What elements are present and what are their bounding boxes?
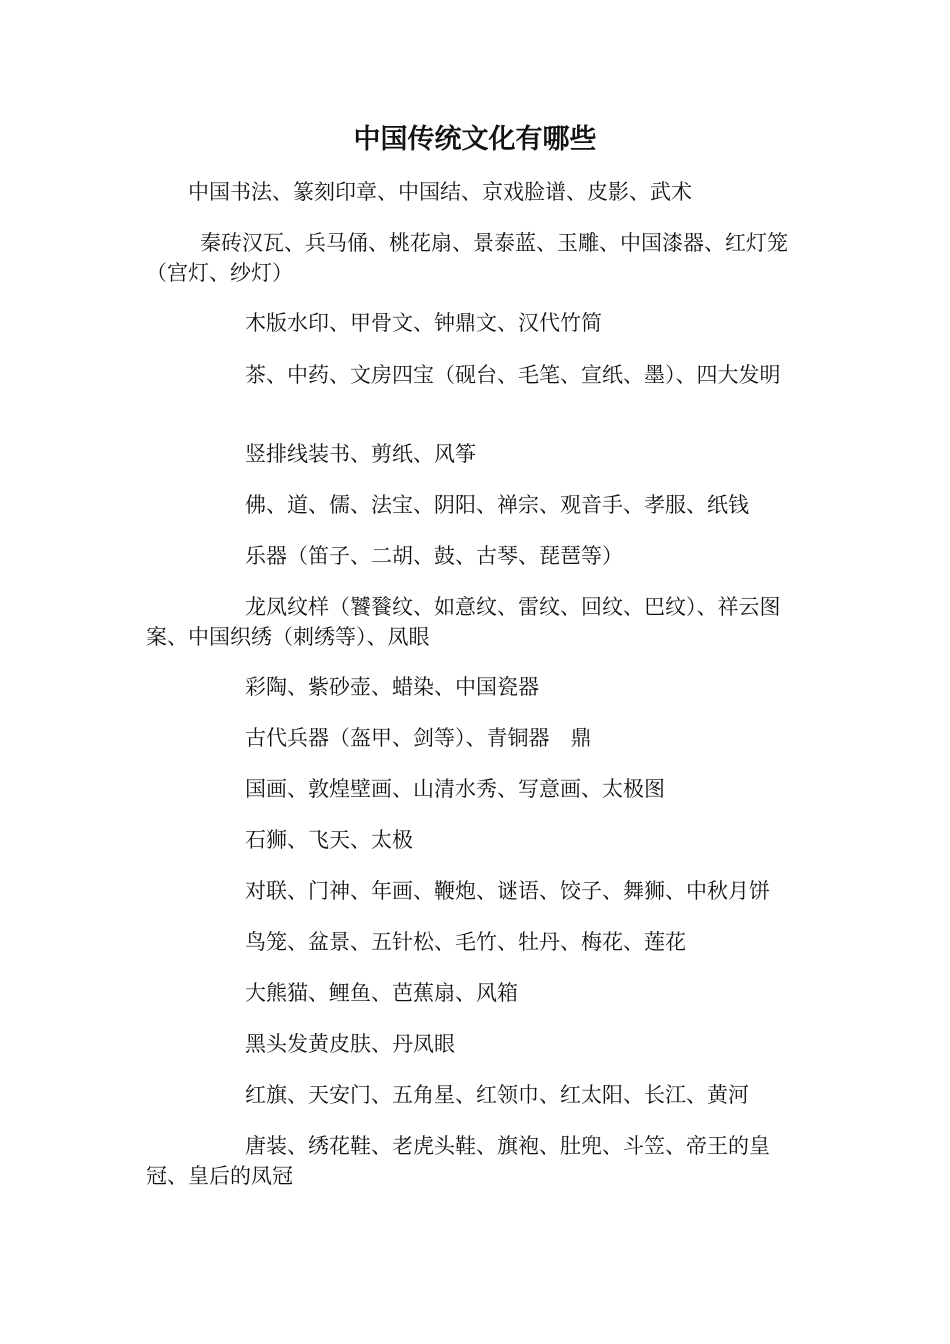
paragraph-pottery: 彩陶、紫砂壶、蜡染、中国瓷器 — [245, 675, 539, 699]
paragraph-instruments: 乐器（笛子、二胡、鼓、古琴、琵琶等） — [245, 544, 623, 568]
paragraph-clothing: 唐装、绣花鞋、老虎头鞋、旗袍、肚兜、斗笠、帝王的皇冠、皇后的凤冠 — [146, 1134, 770, 1188]
paragraph-patterns: 龙凤纹样（饕餮纹、如意纹、雷纹、回纹、巴纹）、祥云图案、中国织绣（刺绣等）、凤眼 — [146, 595, 781, 649]
paragraph-woodblock: 木版水印、甲骨文、钟鼎文、汉代竹简 — [245, 311, 602, 335]
paragraph-qin-bricks: 秦砖汉瓦、兵马俑、桃花扇、景泰蓝、玉雕、中国漆器、红灯笼（宫灯、纱灯） — [146, 231, 788, 285]
paragraph-religion: 佛、道、儒、法宝、阴阳、禅宗、观音手、孝服、纸钱 — [245, 493, 749, 517]
paragraph-painting: 国画、敦煌壁画、山清水秀、写意画、太极图 — [245, 777, 665, 801]
paragraph-calligraphy: 中国书法、篆刻印章、中国结、京戏脸谱、皮影、武术 — [188, 180, 692, 204]
paragraph-thread-bound-books: 竖排线装书、剪纸、风筝 — [245, 442, 476, 466]
document-title: 中国传统文化有哪些 — [353, 124, 597, 155]
paragraph-symbols: 红旗、天安门、五角星、红领巾、红太阳、长江、黄河 — [245, 1083, 749, 1107]
paragraph-tea: 茶、中药、文房四宝（砚台、毛笔、宣纸、墨）、四大发明 — [245, 363, 781, 387]
paragraph-festivals: 对联、门神、年画、鞭炮、谜语、饺子、舞狮、中秋月饼 — [245, 879, 770, 903]
paragraph-stone-lions: 石狮、飞天、太极 — [245, 828, 413, 852]
paragraph-panda: 大熊猫、鲤鱼、芭蕉扇、风箱 — [245, 981, 518, 1005]
paragraph-weapons: 古代兵器（盔甲、剑等）、青铜器 鼎 — [245, 726, 592, 750]
paragraph-appearance: 黑头发黄皮肤、丹凤眼 — [245, 1032, 455, 1056]
paragraph-birdcages: 鸟笼、盆景、五针松、毛竹、牡丹、梅花、莲花 — [245, 930, 686, 954]
